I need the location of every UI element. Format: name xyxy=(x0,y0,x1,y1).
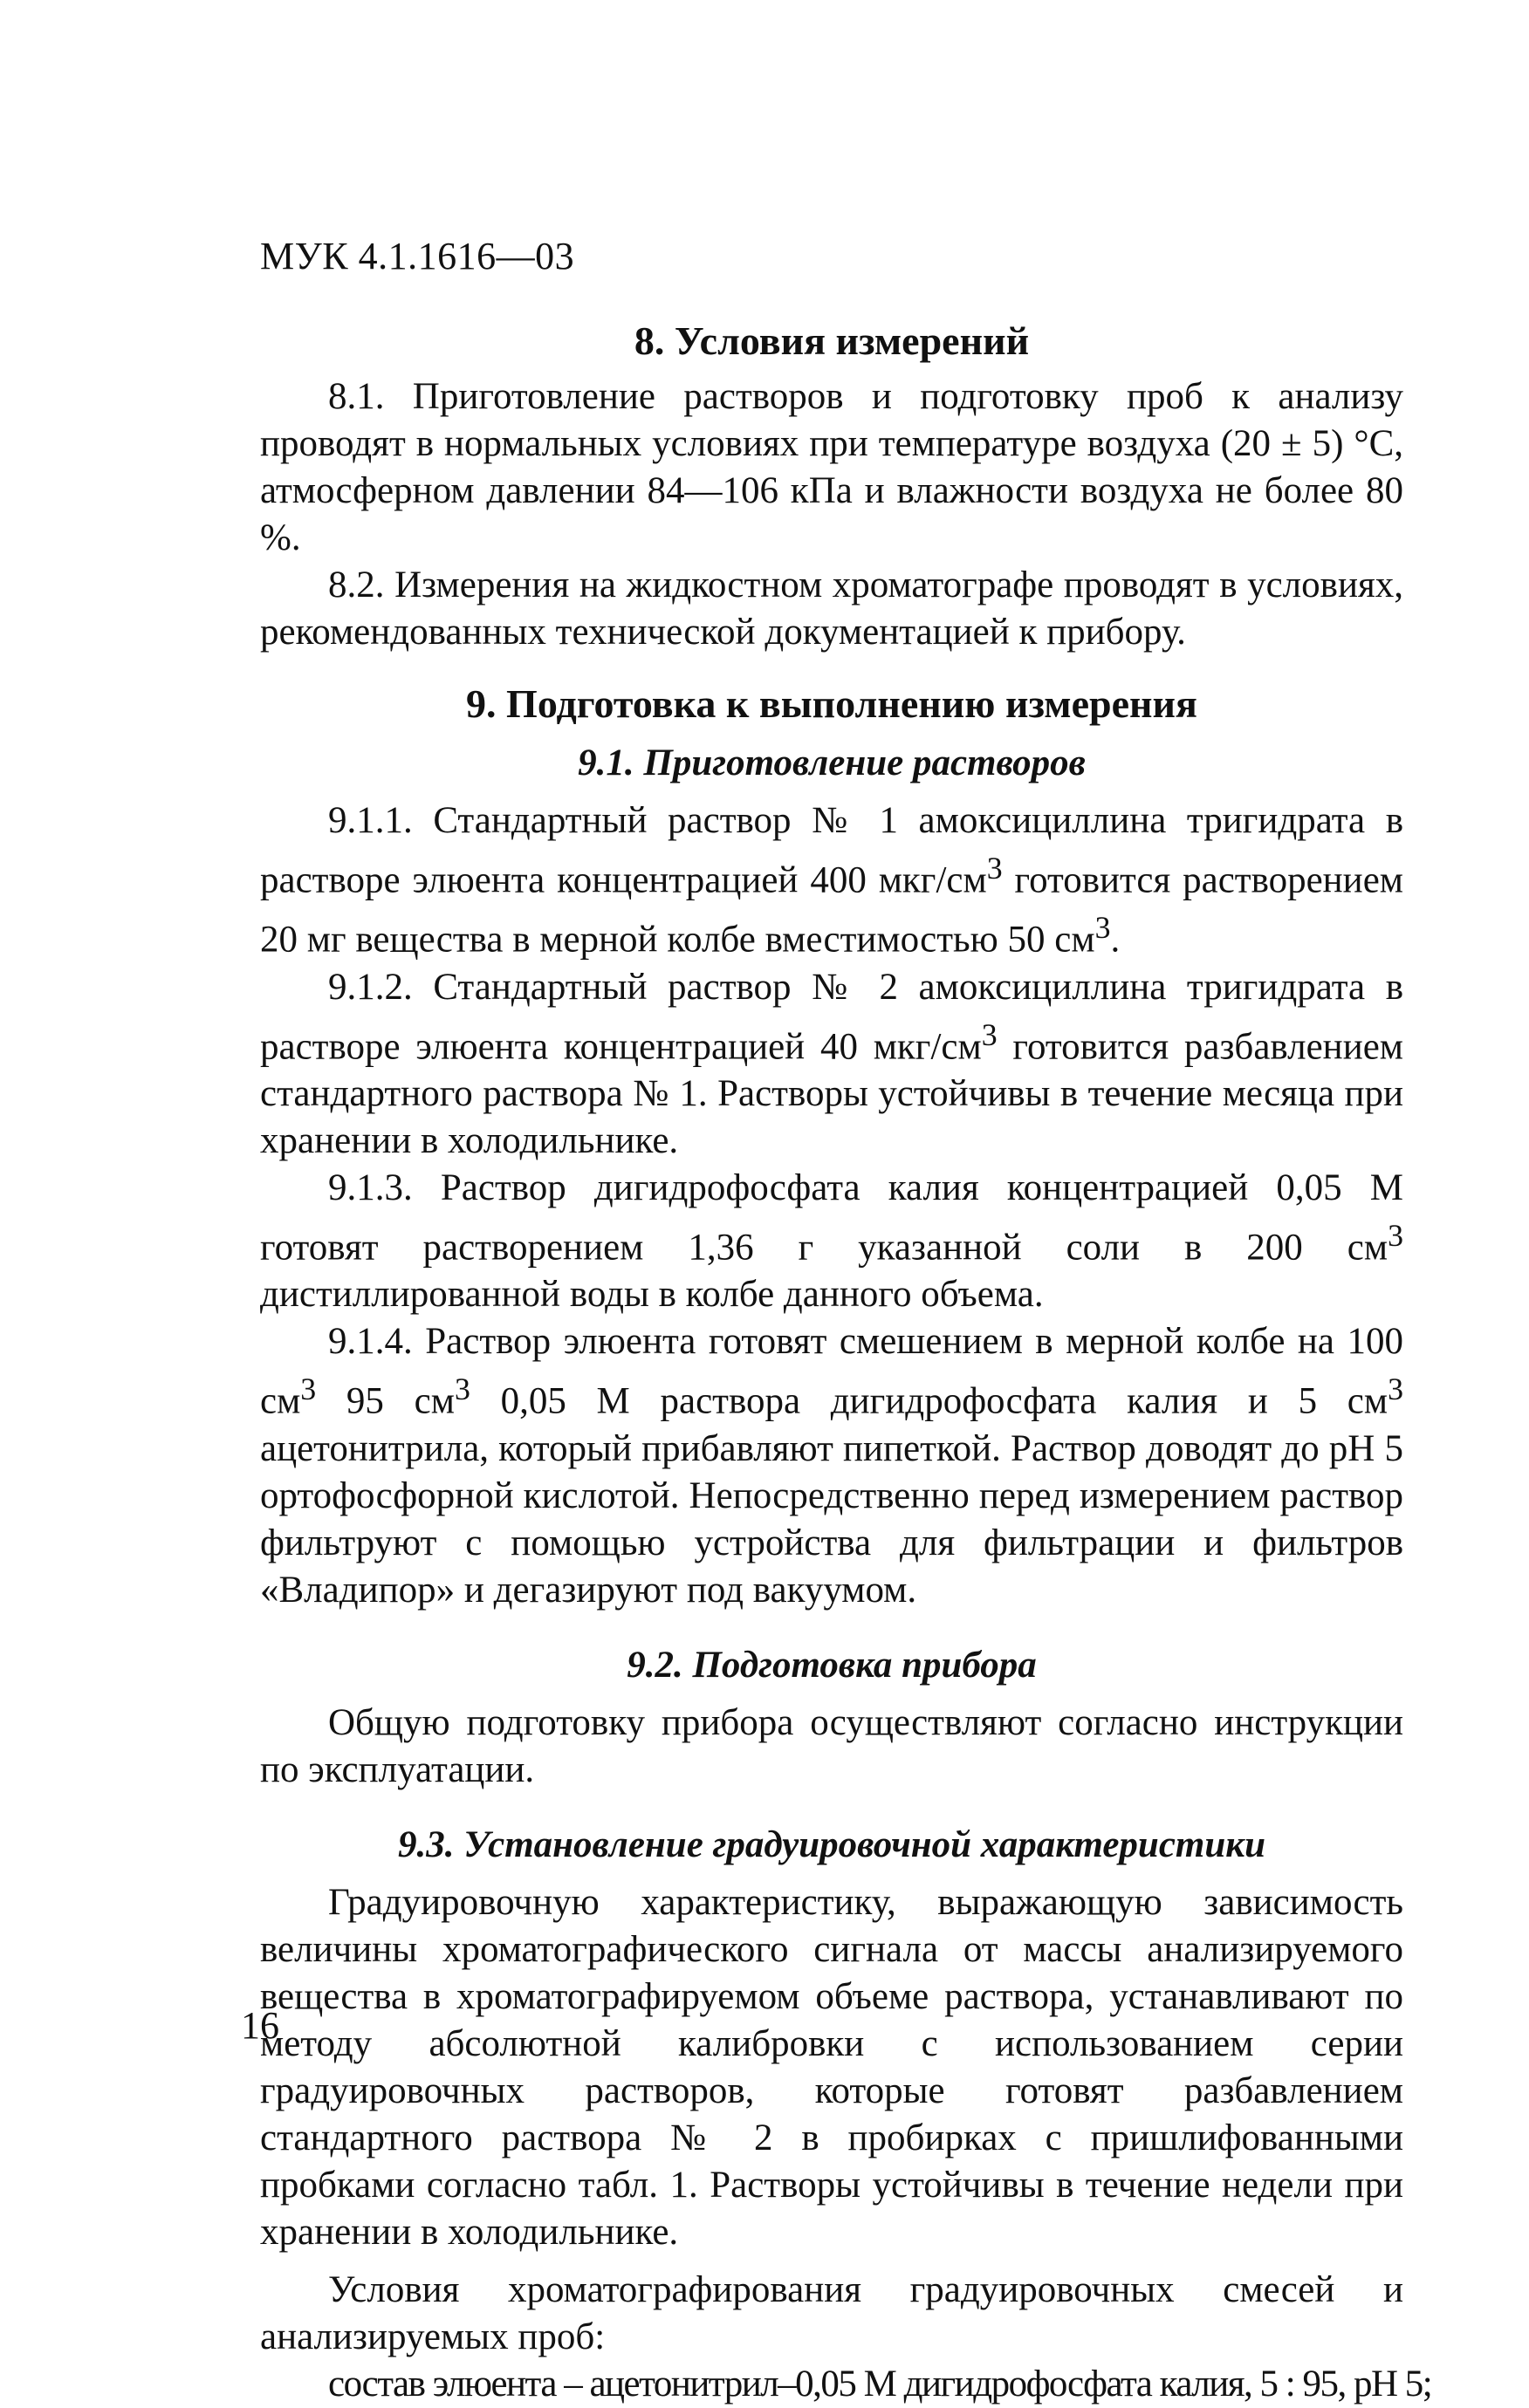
paragraph-8-2: 8.2. Измерения на жидкостном хроматографе проводят в условиях, рекомендованных технической документацией к прибору. xyxy=(260,564,1403,653)
superscript: 3 xyxy=(981,1016,998,1052)
subsection-9-2-title: 9.2. Подготовка прибора xyxy=(627,1644,1037,1686)
paragraph-9-1-4-text: 95 см xyxy=(316,1380,455,1422)
page-number: 16 xyxy=(241,2004,279,2047)
paragraph-9-1-3-text: 9.1.3. Раствор дигидрофосфата калия концентрацией 0,05 М готовят растворением 1,36 г указанной соли в 200 см xyxy=(260,1166,1403,1269)
document-body xyxy=(260,314,1432,2408)
superscript: 3 xyxy=(1388,1372,1404,1407)
superscript: 3 xyxy=(1388,1217,1403,1253)
paragraph-9-3-conditions: Условия хроматографирования градуировочных смесей и анализируемых проб: xyxy=(260,2268,1403,2357)
paragraph-9-1-2 xyxy=(260,964,1403,1165)
paragraph-9-1-2-text: готовится разбавлением стандартного раствора № 1. Растворы устойчивы в течение месяца при хранении в холодильнике. xyxy=(260,1025,1403,1161)
section-9-title: 9. Подготовка к выполнению измерения xyxy=(466,681,1197,726)
superscript: 3 xyxy=(986,851,1003,886)
paragraph-9-1-4-text: ацетонитрила, который прибавляют пипеткой. Раствор доводят до рН 5 ортофосфорной кислотой. Непосредственно перед измерением раствор фильтруют с помощью устройства для фильтрации и фильтров «Владипор» и дегазируют под вакуумом. xyxy=(260,1427,1403,1611)
paragraph-9-3-calibration: Градуировочную характеристику, выражающую зависимость величины хроматографического сигнала от массы анализируемого вещества в хроматографируемом объеме раствора, устанавливают по методу абсолютной калибровки с использованием серии градуировочных растворов, которые готовят разбавлением стандартного раствора № 2 в пробирках с пришлифованными пробками согласно табл. 1. Растворы устойчивы в течение недели при хранении в холодильнике. xyxy=(260,1881,1403,2253)
paragraph-9-2: Общую подготовку прибора осуществляют согласно инструкции по эксплуатации. xyxy=(260,1701,1403,1790)
superscript: 3 xyxy=(300,1372,317,1407)
paragraph-9-1-1 xyxy=(260,797,1403,964)
section-8-title: 8. Условия измерений xyxy=(634,318,1030,363)
superscript: 3 xyxy=(1094,910,1111,946)
paragraph-9-1-4-text: 9.1.4. Раствор элюента готовят смешением в мерной колбе на 100 см xyxy=(260,1321,1403,1422)
paragraph-9-1-4 xyxy=(260,1318,1403,1613)
paragraph-9-1-3 xyxy=(260,1165,1403,1318)
paragraph-9-1-1-text: 9.1.1. Стандартный раствор № 1 амоксициллина тригидрата в растворе элюента концентрацией 400 мкг/см xyxy=(260,800,1403,901)
eluent-composition-line: состав элюента – ацетонитрил–0,05 М дигидрофосфата калия, 5 : 95, рН 5; xyxy=(328,2363,1432,2405)
paragraph-8-1: 8.1. Приготовление растворов и подготовку проб к анализу проводят в нормальных условиях при температуре воздуха (20 ± 5) °С, атмосферном давлении 84—106 кПа и влажности воздуха не более 80 %. xyxy=(260,376,1403,558)
paragraph-9-1-3-text: дистиллированной воды в колбе данного объема. xyxy=(260,1274,1044,1316)
document-code-header: МУК 4.1.1616—03 xyxy=(260,235,575,277)
subsection-9-1-title: 9.1. Приготовление растворов xyxy=(578,742,1086,783)
paragraph-9-1-1-text: . xyxy=(1110,919,1121,961)
superscript: 3 xyxy=(454,1372,470,1407)
subsection-9-3-title: 9.3. Установление градуировочной характеристики xyxy=(397,1823,1266,1865)
paragraph-9-1-4-text: 0,05 М раствора дигидрофосфата калия и 5 см xyxy=(470,1380,1388,1422)
paragraph-9-1-2-text: 9.1.2. Стандартный раствор № 2 амоксициллина тригидрата в растворе элюента концентрацией 40 мкг/см xyxy=(260,966,1403,1067)
paragraph-9-1-1-text: готовится растворением 20 мг вещества в мерной колбе вместимостью 50 см xyxy=(260,859,1403,961)
